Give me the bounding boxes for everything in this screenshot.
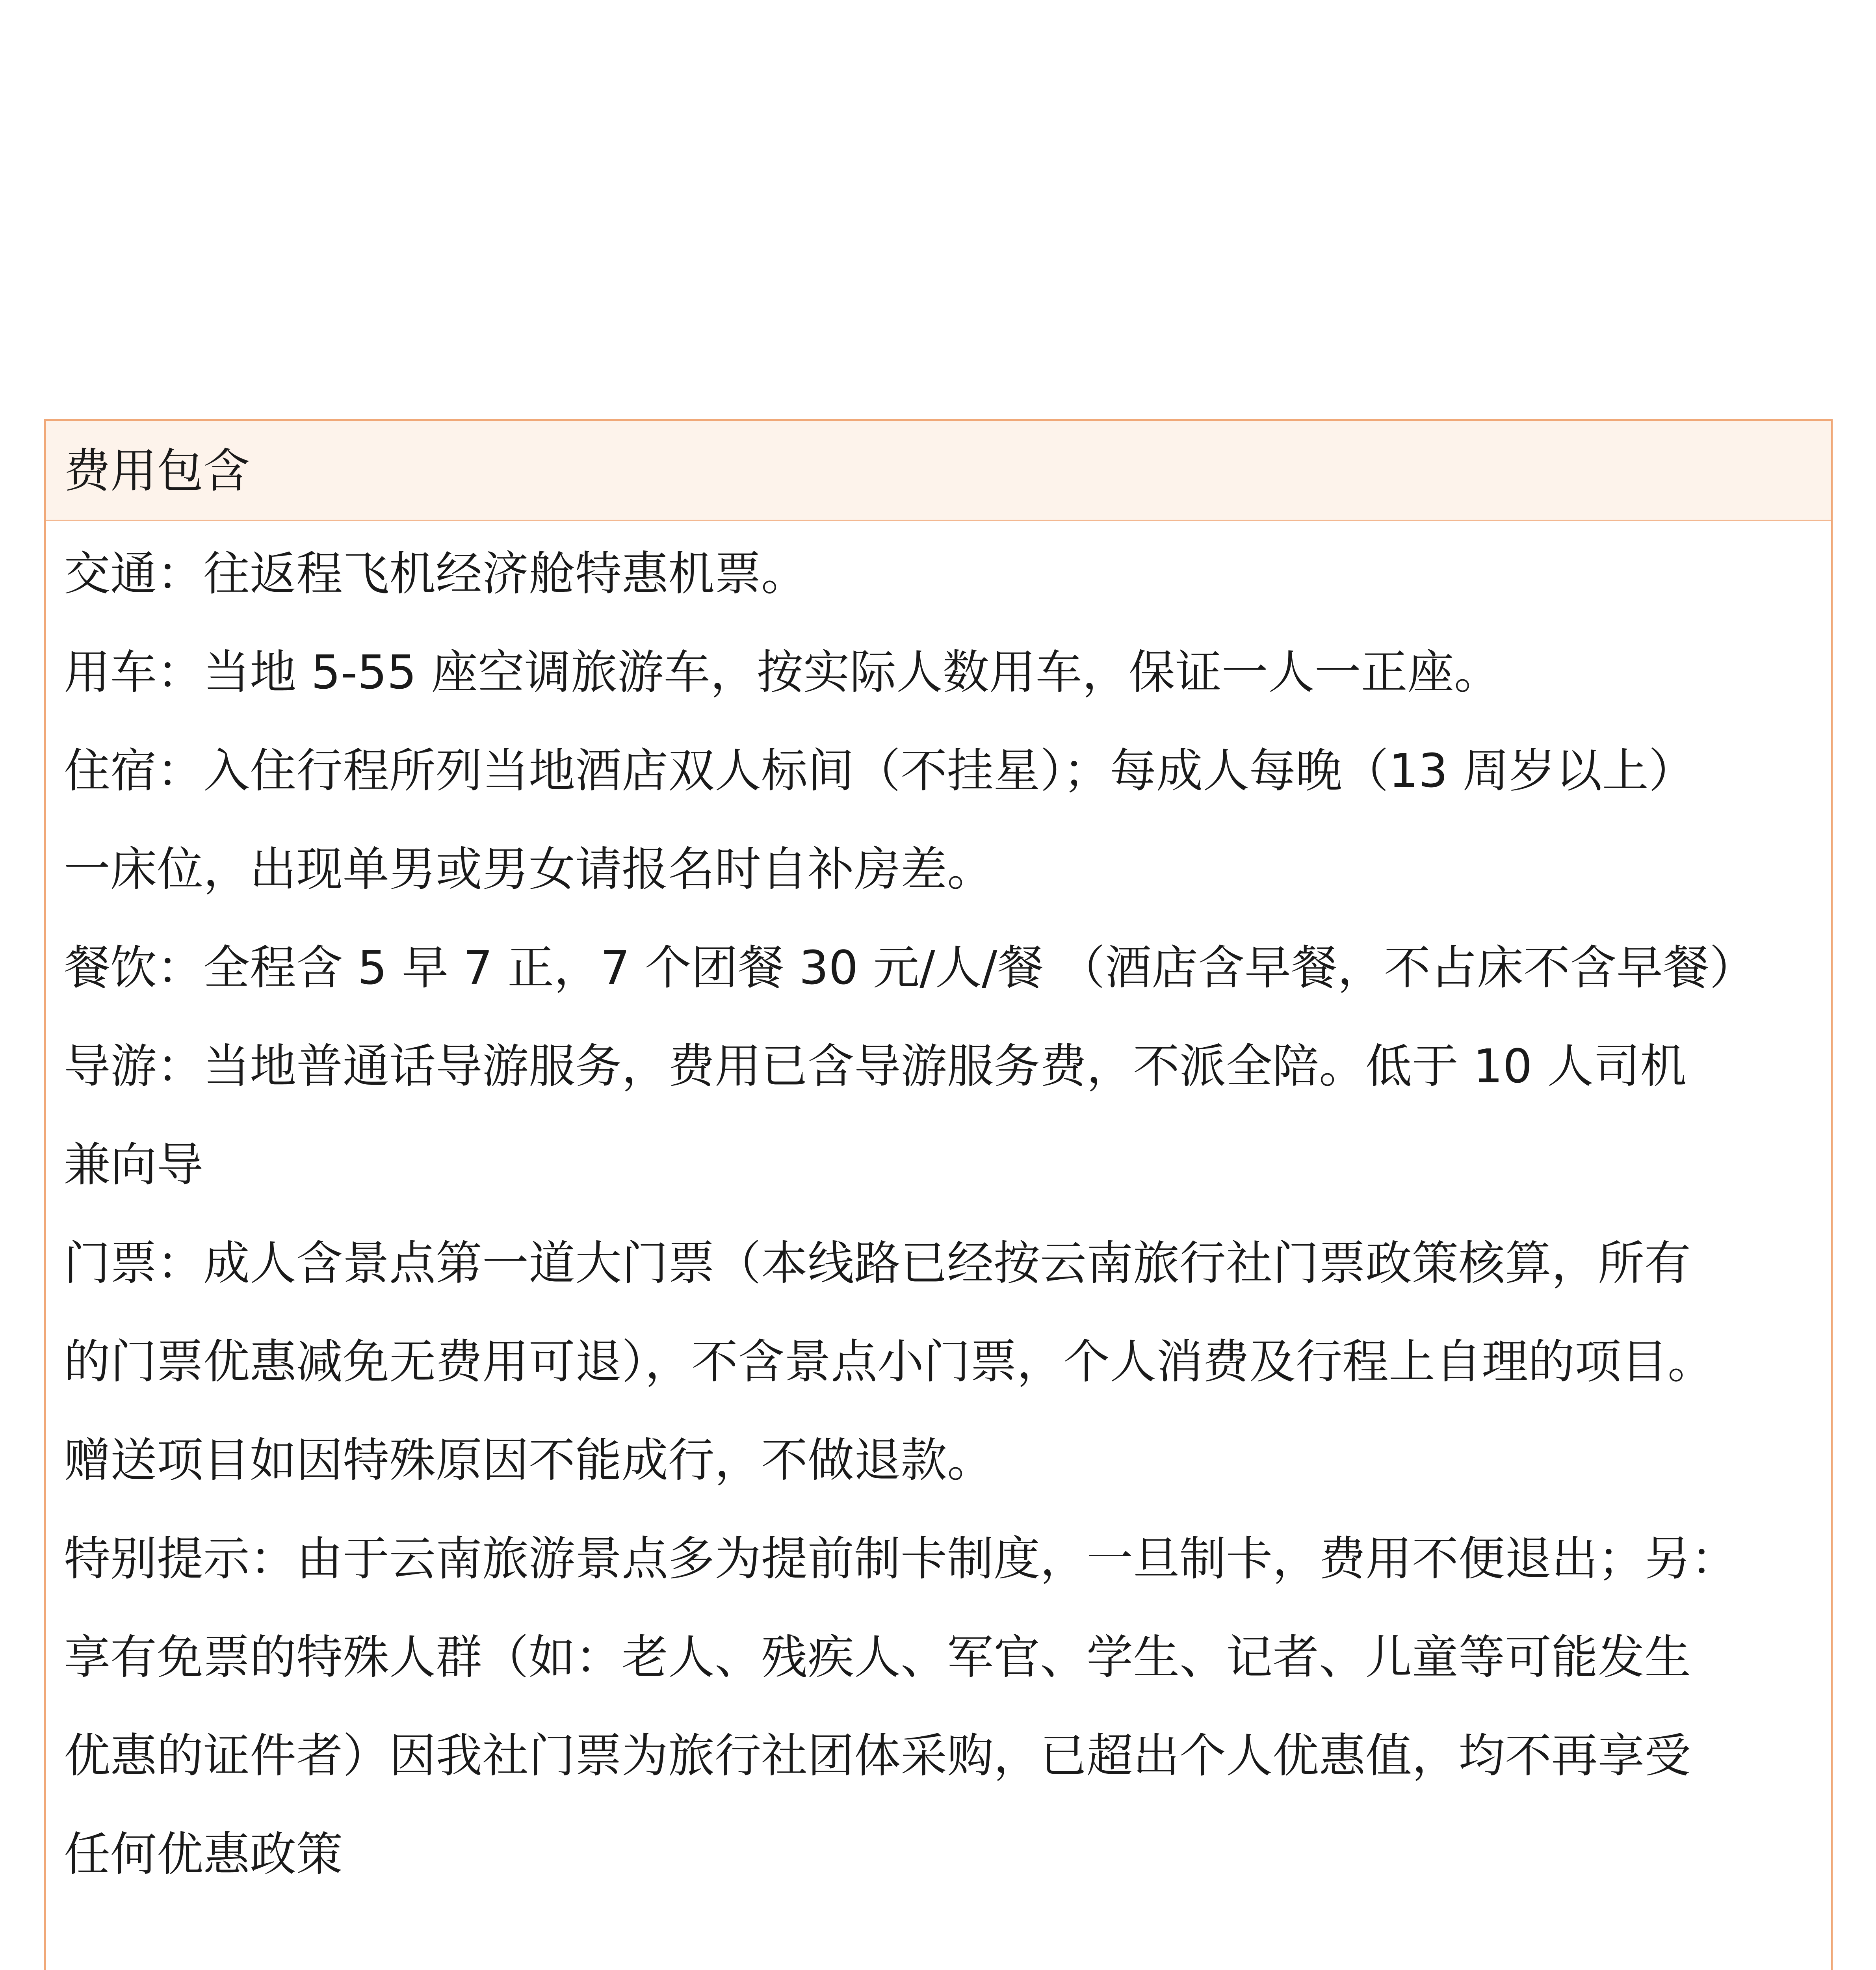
fee-included-line: 赠送项目如因特殊原因不能成行，不做退款。 xyxy=(64,1433,994,1487)
fee-included-line: 餐饮：全程含 5 早 7 正，7 个团餐 30 元/人/餐 （酒店含早餐，不占床不含早餐） xyxy=(64,940,1756,995)
fee-included-line: 兼向导 xyxy=(64,1137,204,1192)
fee-included-line: 用车：当地 5-55 座空调旅游车，按实际人数用车，保证一人一正座。 xyxy=(64,645,1501,699)
fee-included-header: 费用包含 xyxy=(46,421,1831,521)
fee-included-line: 导游：当地普通话导游服务，费用已含导游服务费，不派全陪。低于 10 人司机 xyxy=(64,1039,1687,1093)
fee-included-section xyxy=(44,419,1833,1970)
fee-included-line: 住宿：入住行程所列当地酒店双人标间（不挂星）；每成人每晚（13 周岁以上） xyxy=(64,743,1695,798)
fee-included-line: 一床位，出现单男或男女请报名时自补房差。 xyxy=(64,842,994,896)
fee-included-line: 的门票优惠减免无费用可退），不含景点小门票，个人消费及行程上自理的项目。 xyxy=(64,1334,1714,1389)
fee-included-content xyxy=(46,521,1831,1903)
fee-included-line: 优惠的证件者）因我社门票为旅行社团体采购，已超出个人优惠值，均不再享受 xyxy=(64,1728,1691,1783)
fee-included-line: 享有免票的特殊人群（如：老人、残疾人、军官、学生、记者、儿童等可能发生 xyxy=(64,1630,1691,1684)
fee-included-line: 任何优惠政策 xyxy=(64,1827,343,1881)
fee-included-line: 特别提示：由于云南旅游景点多为提前制卡制度，一旦制卡，费用不便退出；另： xyxy=(64,1531,1738,1586)
fee-included-line: 交通：往返程飞机经济舱特惠机票。 xyxy=(64,546,808,601)
fee-included-line: 门票：成人含景点第一道大门票（本线路已经按云南旅行社门票政策核算，所有 xyxy=(64,1236,1691,1290)
